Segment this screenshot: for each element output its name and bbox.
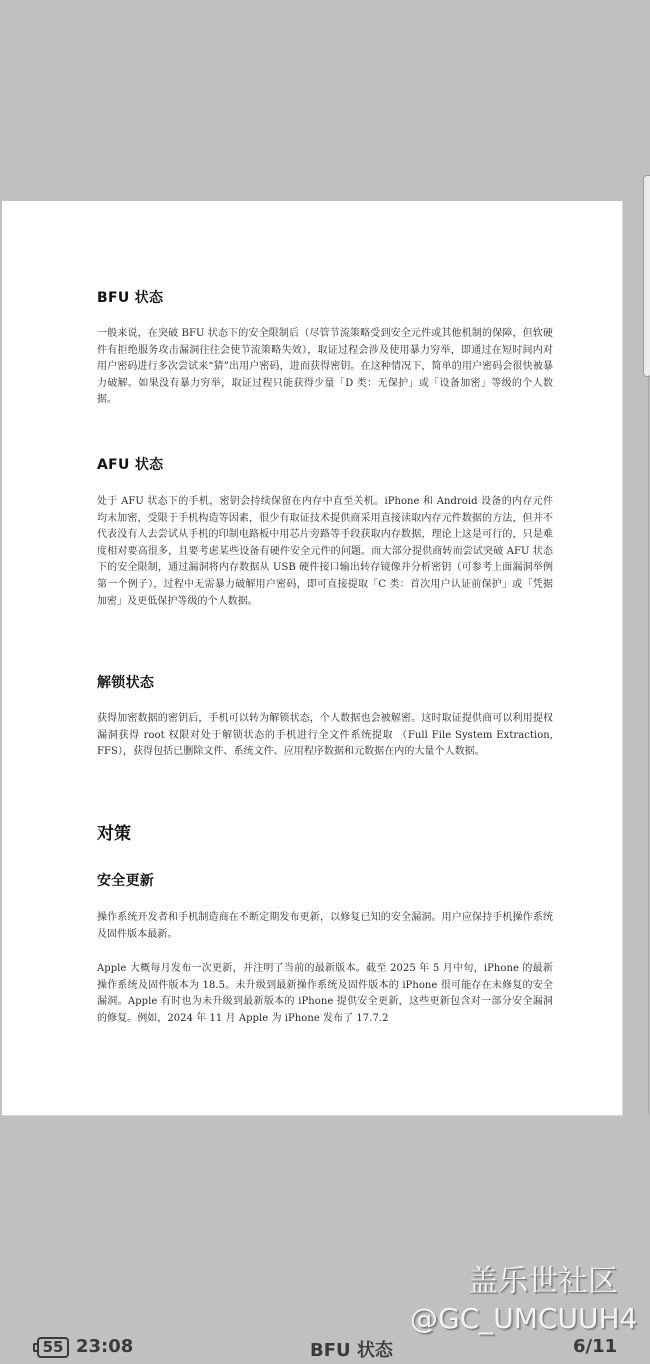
paragraph-afu: 处于 AFU 状态下的手机，密钥会持续保留在内存中直至关机。iPhone 和 Android 设备的内存元件均未加密，受限于手机构造等因素，很少有取证技术提供商采用直接读取内存元件数据的方法，但并不代表没有人去尝试从手机的印制电路板中用芯片旁路等手段获取内存数据，理论上这是可行的，只是难度相对要高很多，且要考虑某些设备有硬件安全元件的问题。而大部分提供商转而尝试突破 AFU 状态下的安全限制，通过漏洞将内存数据从 USB 硬件接口输出转存镜像并分析密钥（可参考上面漏洞举例第一个例子），过程中无需暴力破解用户密码，即可直接提取「C 类：首次用户认证前保护」或「凭据加密」及更低保护等级的个人数据。 <box>97 496 553 607</box>
watermark-handle: @GC_UMCUUH4 <box>410 1302 638 1335</box>
section-heading-bfu: BFU 状态 <box>97 290 164 306</box>
paragraph-update-2: Apple 大概每月发布一次更新，并注明了当前的最新版本。截至 2025 年 5 月中旬，iPhone 的最新操作系统及固件版本为 18.5。未升级到最新操作系统及固件版本的 iPhone 很可能存在未修复的安全漏洞。Apple 有时也为未升级到最新版本的 iPhone 提供安全更新，这些更新包含对一部分安全漏洞的修复。例如，2024 年 11 月 Apple 为 iPhone 发布了 17.7.2 <box>97 963 553 1024</box>
watermark-brand: 盖乐世社区 <box>468 1264 618 1299</box>
page-indicator: 6/11 <box>573 1336 618 1357</box>
paragraph-bfu: 一般来说，在突破 BFU 状态下的安全限制后（尽管节流策略受到安全元件或其他机制的保障，但软硬件有拒绝服务攻击漏洞往往会使节流策略失效），取证过程会涉及使用暴力穷举，即通过在短时间内对用户密码进行多次尝试来“猜”出用户密码，进而获得密钥。在这种情况下，简单的用户密码会很快被暴力破解。如果没有暴力穷举，取证过程只能获得少量「D 类：无保护」或「设备加密」等级的个人数据。 <box>97 328 553 406</box>
battery-icon: 55 <box>37 1337 69 1358</box>
section-heading-afu: AFU 状态 <box>97 457 164 473</box>
status-section-title: BFU 状态 <box>310 1340 393 1361</box>
paragraph-unlocked: 获得加密数据的密钥后，手机可以转为解锁状态，个人数据也会被解密。这时取证提供商可以利用提权漏洞获得 root 权限对处于解锁状态的手机进行全文件系统提取 （Full File System Extraction, FFS），获得包括已删除文件、系统文件、应用程序数据和元数据在内的大量个人数据。 <box>97 713 553 758</box>
section-heading-unlocked: 解锁状态 <box>97 675 155 691</box>
chapter-heading: 对策 <box>97 824 131 844</box>
subsection-heading: 安全更新 <box>97 873 155 889</box>
status-time: 23:08 <box>76 1336 134 1357</box>
paragraph-update-1: 操作系统开发者和手机制造商在不断定期发布更新，以修复已知的安全漏洞。用户应保持手机操作系统及固件版本最新。 <box>97 912 553 940</box>
scrollbar-thumb[interactable] <box>643 175 650 377</box>
scrollbar-track[interactable] <box>648 375 649 1115</box>
